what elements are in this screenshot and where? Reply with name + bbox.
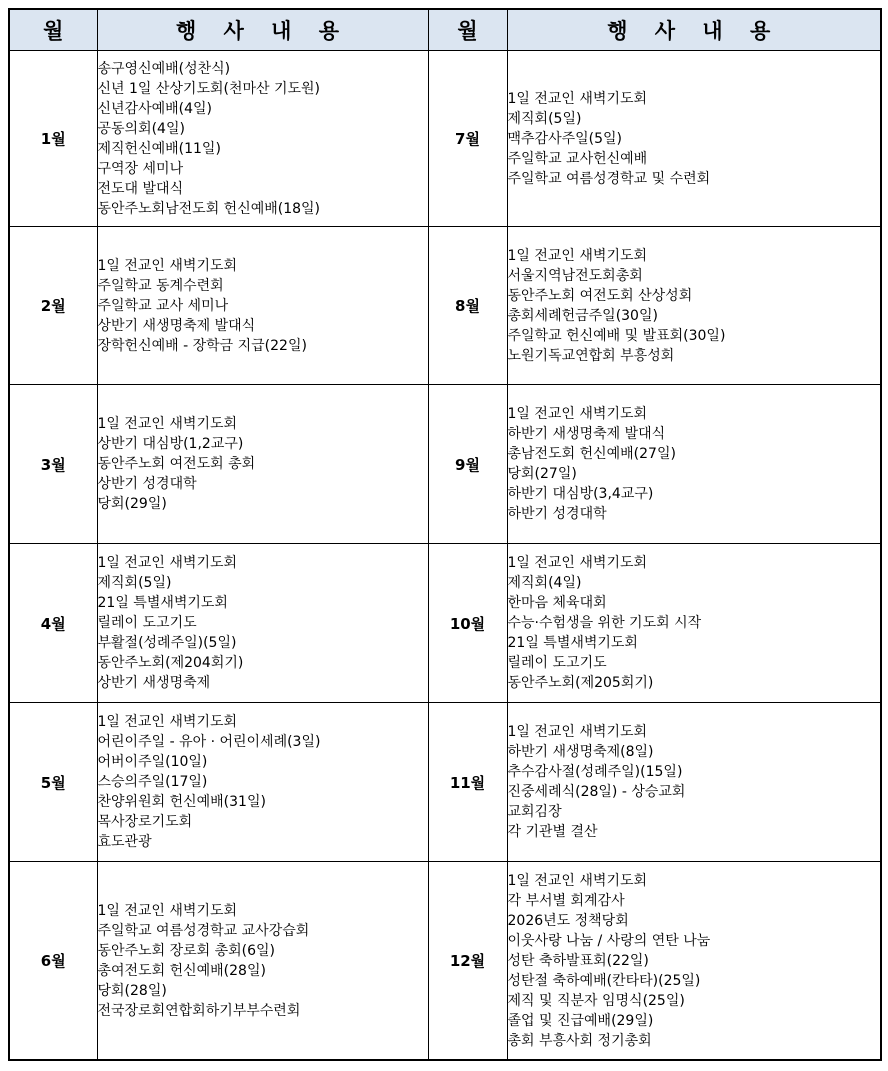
month-header-right: 월 — [428, 9, 507, 51]
event-item: 동안주노회(제204회기) — [97, 655, 244, 671]
event-item: 상반기 성경대학 — [97, 476, 197, 492]
event-item: 맥추감사주일(5일) — [507, 130, 622, 147]
event-item: 한마음 체육대회 — [507, 595, 607, 611]
event-item: 1일 전교인 새벽기도회 — [507, 90, 648, 107]
annual-event-table — [8, 8, 882, 1061]
event-list — [97, 703, 428, 862]
event-item: 각 부서별 회계감사 — [507, 892, 625, 909]
event-item: 1일 전교인 새벽기도회 — [507, 724, 648, 740]
event-item: 찬양위원회 헌신예배(31일) — [97, 794, 266, 810]
event-item: 1일 전교인 새벽기도회 — [97, 416, 238, 432]
event-list — [507, 385, 881, 544]
event-item: 1일 전교인 새벽기도회 — [507, 247, 648, 264]
event-item: 총회 부흥사회 정기총회 — [507, 1032, 652, 1049]
event-item: 주일학교 동계수련회 — [97, 277, 224, 294]
event-item: 총회세례헌금주일(30일) — [507, 307, 658, 324]
event-item: 구역장 세미나 — [97, 160, 184, 177]
event-item: 21일 특별새벽기도회 — [507, 635, 638, 651]
event-item: 공동의회(4일) — [97, 120, 185, 137]
event-list — [97, 862, 428, 1061]
month-header-left: 월 — [9, 9, 97, 51]
month-label: 10월 — [428, 544, 507, 703]
event-item: 장학헌신예배 - 장학금 지급(22일) — [97, 337, 307, 354]
event-item: 당회(27일) — [507, 466, 577, 482]
table-row — [9, 862, 881, 1061]
event-item: 상반기 새생명축제 — [97, 675, 211, 691]
event-item: 서울지역남전도회총회 — [507, 267, 643, 284]
content-header-right: 행 사 내 용 — [507, 9, 881, 51]
table-row — [9, 227, 881, 385]
month-label: 4월 — [9, 544, 97, 703]
month-label: 3월 — [9, 385, 97, 544]
event-list — [507, 227, 881, 385]
event-item: 하반기 새생명축제 발대식 — [507, 426, 666, 442]
event-item: 각 기관별 결산 — [507, 824, 598, 840]
event-item: 송구영신예배(성찬식) — [97, 60, 231, 77]
event-list — [507, 703, 881, 862]
event-item: 1일 전교인 새벽기도회 — [97, 902, 238, 919]
event-item: 목사장로기도회 — [97, 814, 193, 830]
event-item: 주일학교 여름성경학교 교사강습회 — [97, 922, 310, 939]
table-row — [9, 51, 881, 227]
month-label: 2월 — [9, 227, 97, 385]
event-item: 졸업 및 진급예배(29일) — [507, 1012, 654, 1029]
event-item: 2026년도 정책당회 — [507, 912, 629, 929]
event-item: 21일 특별새벽기도회 — [97, 595, 228, 611]
event-list — [507, 862, 881, 1061]
event-item: 제직 및 직분자 임명식(25일) — [507, 992, 685, 1009]
event-item: 노원기독교연합회 부흥성회 — [507, 347, 675, 364]
event-item: 상반기 대심방(1,2교구) — [97, 436, 244, 452]
event-item: 당회(28일) — [97, 982, 167, 999]
table-row — [9, 544, 881, 703]
event-item: 추수감사절(성례주일)(15일) — [507, 764, 683, 780]
event-list — [97, 385, 428, 544]
event-item: 동안주노회 장로회 총회(6일) — [97, 942, 275, 959]
event-item: 하반기 성경대학 — [507, 506, 607, 522]
event-list — [507, 51, 881, 227]
table-row — [9, 385, 881, 544]
event-item: 어버이주일(10일) — [97, 754, 208, 770]
event-item: 효도관광 — [97, 834, 152, 850]
event-item: 어린이주일 - 유아 · 어린이세례(3일) — [97, 734, 321, 750]
event-item: 진중세례식(28일) - 상승교회 — [507, 784, 686, 800]
event-item: 성탄절 축하예배(칸타타)(25일) — [507, 972, 701, 989]
event-item: 총여전도회 헌신예배(28일) — [97, 962, 266, 979]
event-item: 교회김장 — [507, 804, 562, 820]
event-item: 1일 전교인 새벽기도회 — [97, 257, 238, 274]
month-label: 8월 — [428, 227, 507, 385]
event-item: 성탄 축하발표회(22일) — [507, 952, 649, 969]
event-item: 1일 전교인 새벽기도회 — [507, 555, 648, 571]
header-row — [9, 9, 881, 51]
month-label: 12월 — [428, 862, 507, 1061]
event-list — [97, 51, 428, 227]
month-label: 6월 — [9, 862, 97, 1061]
event-item: 스승의주일(17일) — [97, 774, 208, 790]
event-list — [507, 544, 881, 703]
event-item: 1일 전교인 새벽기도회 — [507, 872, 648, 889]
month-label: 5월 — [9, 703, 97, 862]
event-item: 당회(29일) — [97, 496, 167, 512]
event-item: 주일학교 교사헌신예배 — [507, 150, 648, 167]
event-item: 신년감사예배(4일) — [97, 100, 212, 117]
event-item: 1일 전교인 새벽기도회 — [97, 714, 238, 730]
event-item: 제직회(5일) — [507, 110, 582, 127]
month-label: 1월 — [9, 51, 97, 227]
event-item: 주일학교 여름성경학교 및 수련회 — [507, 170, 711, 187]
event-item: 1일 전교인 새벽기도회 — [97, 555, 238, 571]
event-item: 1일 전교인 새벽기도회 — [507, 406, 648, 422]
month-label: 11월 — [428, 703, 507, 862]
event-item: 동안주노회남전도회 헌신예배(18일) — [97, 200, 321, 217]
event-item: 릴레이 도고기도 — [507, 655, 607, 671]
month-label: 7월 — [428, 51, 507, 227]
event-list — [97, 227, 428, 385]
table-row — [9, 703, 881, 862]
month-label: 9월 — [428, 385, 507, 544]
event-item: 부활절(성례주일)(5일) — [97, 635, 237, 651]
event-item: 전국장로회연합회하기부부수련회 — [97, 1002, 301, 1019]
event-item: 주일학교 헌신예배 및 발표회(30일) — [507, 327, 726, 344]
event-item: 총남전도회 헌신예배(27일) — [507, 446, 676, 462]
event-item: 제직헌신예배(11일) — [97, 140, 221, 157]
event-item: 제직회(4일) — [507, 575, 582, 591]
event-item: 상반기 새생명축제 발대식 — [97, 317, 256, 334]
event-item: 신년 1일 산상기도회(천마산 기도원) — [97, 80, 321, 97]
event-item: 동안주노회(제205회기) — [507, 675, 654, 691]
event-item: 동안주노회 여전도회 총회 — [97, 456, 256, 472]
event-item: 주일학교 교사 세미나 — [97, 297, 229, 314]
event-item: 전도대 발대식 — [97, 180, 184, 197]
event-item: 이웃사랑 나눔 / 사랑의 연탄 나눔 — [507, 932, 711, 949]
event-item: 릴레이 도고기도 — [97, 615, 197, 631]
event-list — [97, 544, 428, 703]
event-item: 하반기 새생명축제(8일) — [507, 744, 654, 760]
event-item: 수능·수험생을 위한 기도회 시작 — [507, 615, 702, 631]
content-header-left: 행 사 내 용 — [97, 9, 428, 51]
event-item: 하반기 대심방(3,4교구) — [507, 486, 654, 502]
event-item: 동안주노회 여전도회 산상성회 — [507, 287, 693, 304]
event-item: 제직회(5일) — [97, 575, 172, 591]
